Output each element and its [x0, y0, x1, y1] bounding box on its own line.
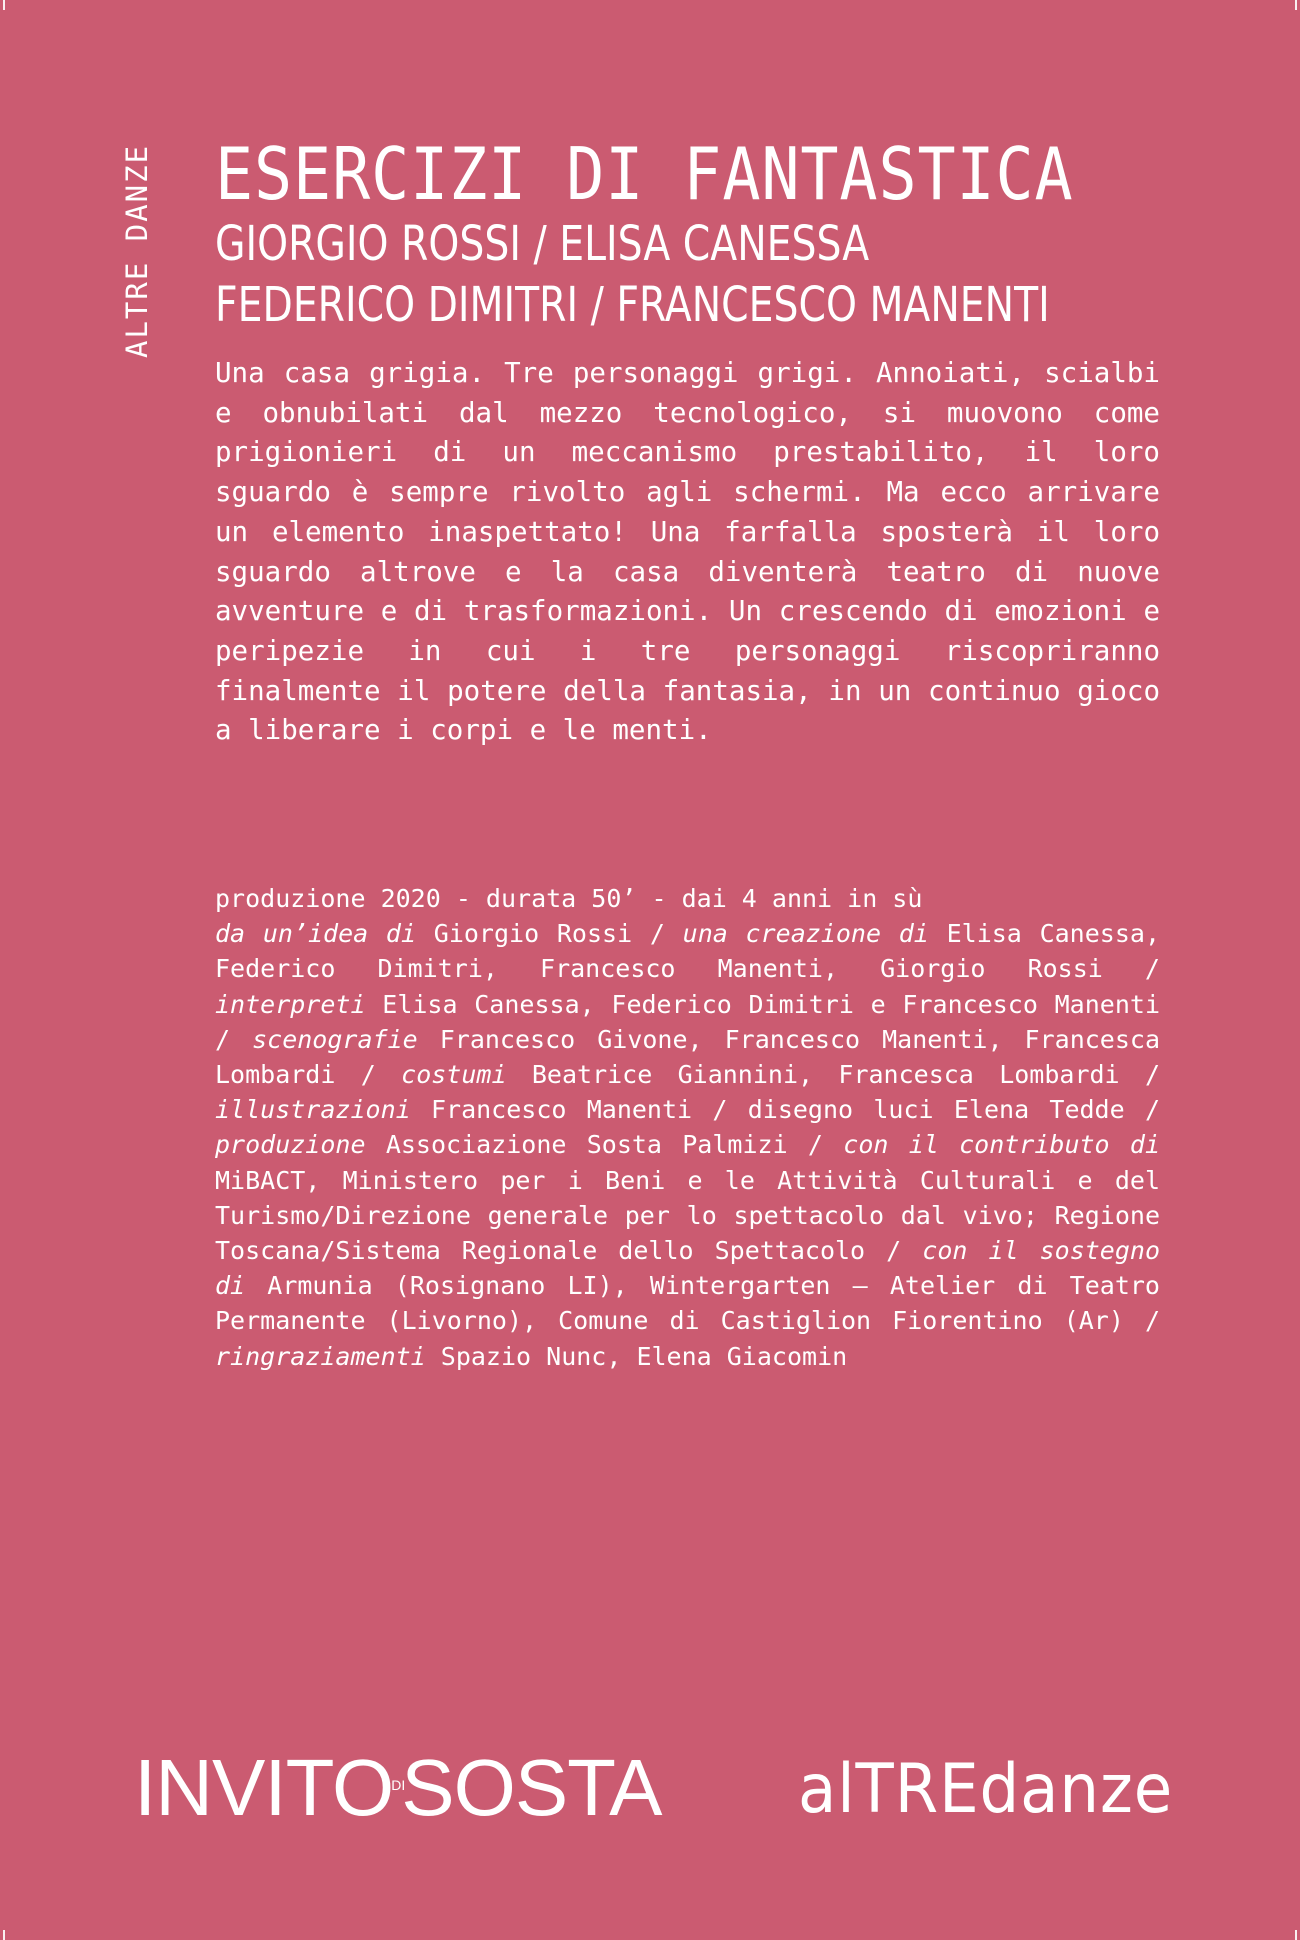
altre-danze-logo: alTREdanze	[798, 1750, 1174, 1829]
crop-mark-top-left	[3, 0, 5, 10]
credit-role: scenografie	[252, 1024, 418, 1054]
credit-role: con il contributo di	[843, 1130, 1160, 1160]
synopsis: Una casa grigia. Tre personaggi grigi. Annoiati, scialbi e obnubilati dal mezzo tecnologico, si muovono come prigionieri di un meccanismo prestabilito, il loro sguardo è sempre rivolto agli schermi. Ma ecco arrivare un elemento inaspettato! Una farfalla sposterà il loro sguardo altrove e la casa diventerà teatro di nuove avventure e di trasformazioni. Un crescendo di emozioni e peripezie in cui i tre personaggi riscopriranno finalmente il potere della fantasia, in un continuo gioco a liberare i corpi e le menti.	[215, 357, 1160, 747]
logo-word-sosta: SOSTA	[401, 1743, 662, 1832]
authors-line-1: GIORGIO ROSSI / ELISA CANESSA	[215, 216, 870, 272]
credit-role: una creazione di	[682, 919, 929, 949]
credit-names: Giorgio Rossi	[433, 919, 633, 949]
credit-names: Elisa Canessa, Federico Dimitri, Francesco Manenti, Giorgio Rossi	[215, 919, 1160, 984]
credit-role: illustrazioni	[215, 1095, 411, 1125]
production-line: produzione 2020 - durata 50’ - dai 4 anni in sù	[215, 884, 923, 913]
title-block	[215, 134, 1215, 336]
credit-names: Associazione Sosta Palmizi	[385, 1130, 788, 1160]
credit-names: MiBACT, Ministero per i Beni e le Attività Culturali e del Turismo/Direzione generale per lo spettacolo dal vivo; Regione Toscana/Sistema Regionale dello Spettacolo	[215, 1165, 1160, 1266]
credit-names: Francesco Manenti	[430, 1095, 693, 1125]
credit-role: produzione	[215, 1130, 366, 1160]
logo-word-invito: INVITO	[134, 1743, 394, 1832]
credit-role: costumi	[401, 1060, 507, 1090]
credit-names: Beatrice Giannini, Francesca Lombardi	[531, 1060, 1120, 1090]
credits: produzione 2020 - durata 50’ - dai 4 anni in sù da un’idea di Giorgio Rossi / una creazione di Elisa Canessa, Federico Dimitri, Francesco Manenti, Giorgio Rossi / interpreti Elisa Canessa, Federico Dimitri e Francesco Manenti / scenografie Francesco Givone, Francesco Manenti, Francesca Lombardi / costumi Beatrice Giannini, Francesca Lombardi / illustrazioni Francesco Manenti / disegno luci Elena Tedde / produzione Associazione Sosta Palmizi / con il contributo di MiBACT, Ministero per i Beni e le Attività Culturali e del Turismo/Direzione generale per lo spettacolo dal vivo; Regione Toscana/Sistema Regionale dello Spettacolo / con il sostegno di Armunia (Rosignano LI), Wintergarten – Atelier di Teatro Permanente (Livorno), Comune di Castiglion Fiorentino (Ar) / ringraziamenti Spazio Nunc, Elena Giacomin	[215, 881, 1160, 1374]
credit-role: ringraziamenti	[215, 1341, 426, 1371]
credit-names: Spazio Nunc, Elena Giacomin	[440, 1341, 848, 1371]
crop-mark-top-right	[1295, 0, 1297, 10]
side-label: ALTRE DANZE	[120, 143, 154, 358]
credit-role: interpreti	[215, 989, 366, 1019]
authors-line-2: FEDERICO DIMITRI / FRANCESCO MANENTI	[215, 277, 1050, 333]
credit-names: disegno luci Elena Tedde	[747, 1095, 1125, 1125]
crop-mark-bottom-right	[1295, 1930, 1297, 1940]
credit-role: da un’idea di	[215, 919, 417, 949]
credit-names: Elisa Canessa, Federico Dimitri e Francesco Manenti	[382, 989, 1160, 1019]
logo-word-di: DI	[391, 1777, 406, 1793]
crop-mark-bottom-left	[3, 1930, 5, 1940]
credit-names: Francesco Givone, Francesco Manenti, Francesca Lombardi	[215, 1024, 1161, 1090]
show-title: ESERCIZI DI FANTASTICA	[215, 132, 1074, 216]
credit-names: Armunia (Rosignano LI), Wintergarten – Atelier di Teatro Permanente (Livorno), Comune di Castiglion Fiorentino (Ar)	[215, 1271, 1160, 1336]
invito-di-sosta-logo	[134, 1743, 662, 1832]
credit-role: con il sostegno di	[215, 1236, 1161, 1301]
